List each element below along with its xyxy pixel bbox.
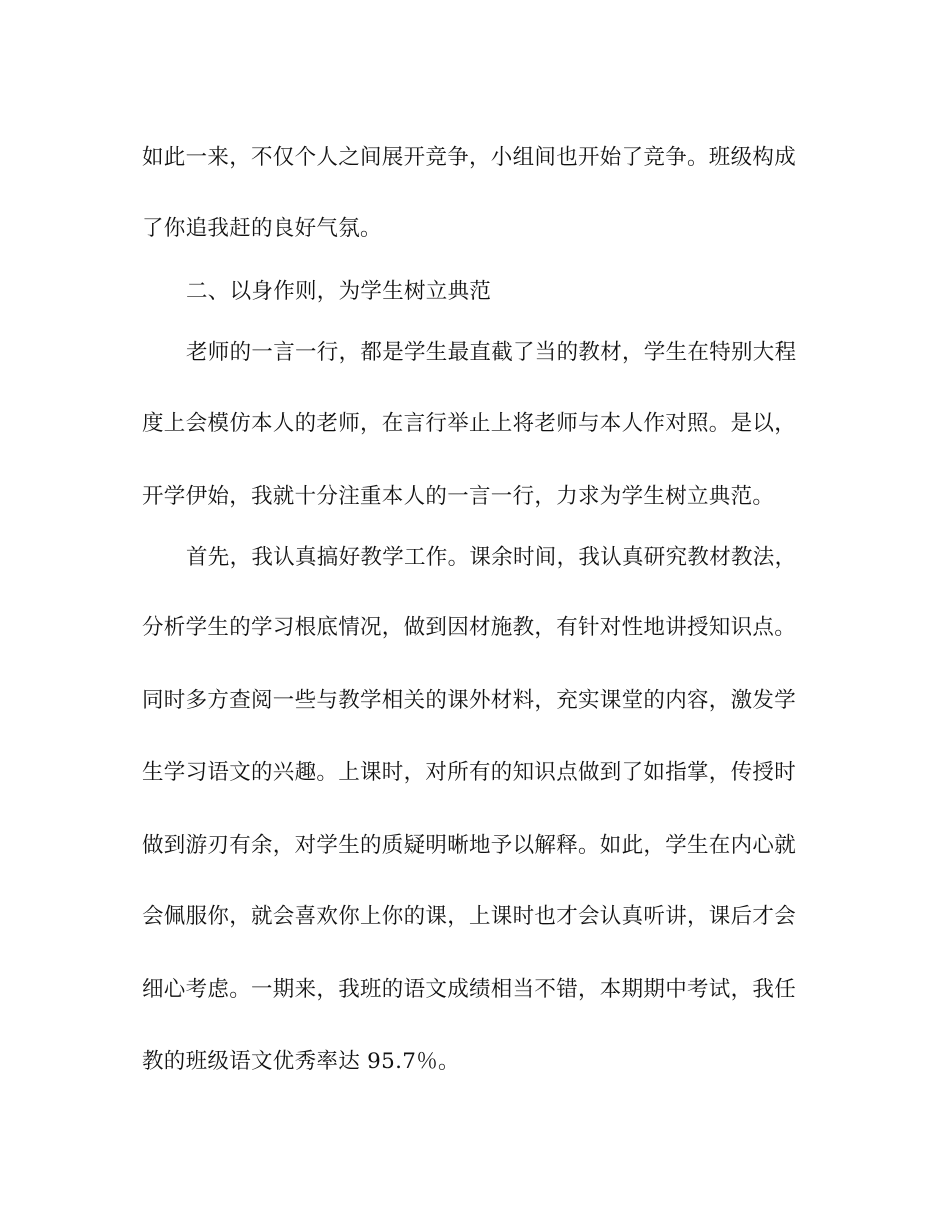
paragraph-line-9: 生学习语文的兴趣。上课时，对所有的知识点做到了如指掌，传授时 [142, 760, 797, 785]
paragraph-line-1: 如此一来，不仅个人之间展开竞争，小组间也开始了竞争。班级构成 [142, 145, 797, 170]
paragraph-line-12: 细心考虑。一期来，我班的语文成绩相当不错，本期期中考试，我任 [142, 977, 797, 1002]
paragraph-line-4: 度上会模仿本人的老师，在言行举止上将老师与本人作对照。是以， [142, 411, 797, 436]
section-heading: 二、以身作则，为学生树立典范 [186, 279, 492, 304]
paragraph-line-3: 老师的一言一行，都是学生最直截了当的教材，学生在特别大程 [186, 340, 797, 365]
paragraph-line-7: 分析学生的学习根底情况，做到因材施教，有针对性地讲授知识点。 [142, 615, 797, 640]
paragraph-line-11: 会佩服你，就会喜欢你上你的课，上课时也才会认真听讲，课后才会 [142, 904, 797, 929]
paragraph-line-2: 了你追我赶的良好气氛。 [142, 216, 382, 241]
paragraph-line-5: 开学伊始，我就十分注重本人的一言一行，力求为学生树立典范。 [142, 484, 775, 509]
paragraph-line-10: 做到游刃有余，对学生的质疑明晰地予以解释。如此，学生在内心就 [142, 833, 797, 858]
paragraph-line-6: 首先，我认真搞好教学工作。课余时间，我认真研究教材教法， [186, 545, 797, 570]
paragraph-line-13: 教的班级语文优秀率达 95.7％。 [142, 1049, 460, 1074]
paragraph-line-8: 同时多方查阅一些与教学相关的课外材料，充实课堂的内容，激发学 [142, 688, 797, 713]
